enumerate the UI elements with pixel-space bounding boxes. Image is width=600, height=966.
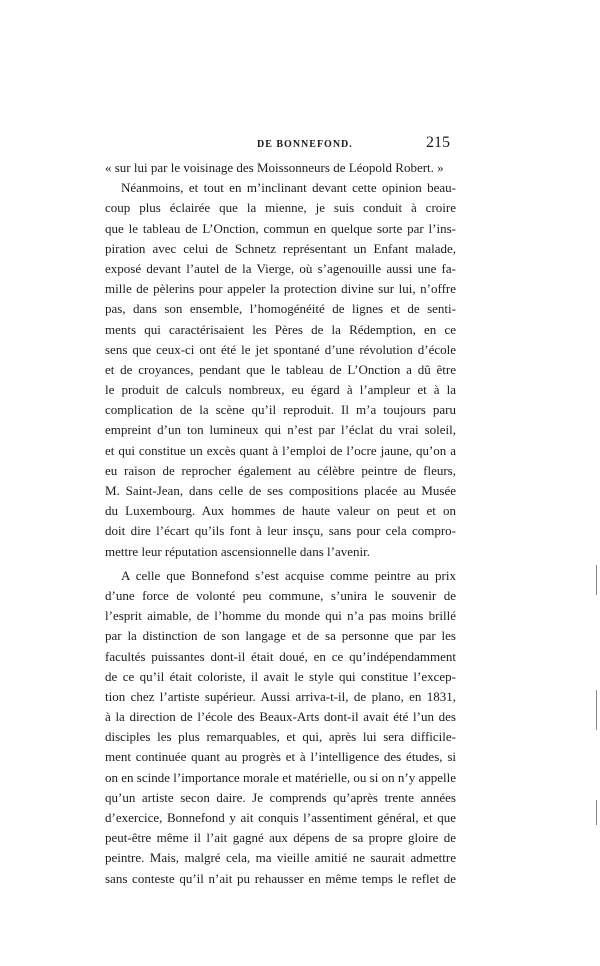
text-line: et de croyances, pendant que le tableau de L’Onction a dû être: [105, 361, 456, 377]
text-line: du Luxembourg. Aux hommes de haute valeur on peut et on: [105, 503, 456, 519]
text-line: peut-être même il l’ait gagné aux dépens de sa propre gloire de: [105, 830, 456, 846]
text-line: coup plus éclairée que la mienne, je suis conduit à croire: [105, 200, 456, 216]
text-line: d’une force de volonté peu commune, s’unira le souvenir de: [105, 587, 456, 603]
text-line: et qui constitue un excès quant à l’emploi de l’ocre jaune, qu’on a: [105, 442, 456, 458]
text-line: d’exercice, Bonnefond y ait conquis l’assentiment général, et que: [105, 810, 456, 825]
text-line: sens que ceux-ci ont été le jet spontané d’une révolution d’école: [105, 341, 456, 357]
text-line: que le tableau de L’Onction, commun en quelque sorte par l’ins-: [105, 220, 456, 236]
body-text: [105, 158, 456, 889]
text-line: de ce qu’il était coloriste, il avait le style qui constitue l’excep-: [105, 668, 456, 684]
text-line: peintre. Mais, malgré cela, ma vieille amitié ne saurait admettre: [105, 850, 456, 866]
text-line: facultés puissantes dont-il était doué, en ce qu’indépendamment: [105, 648, 456, 664]
text-line: par la distinction de son langage et de sa personne que par les: [105, 628, 456, 644]
text-line: Néanmoins, et tout en m’inclinant devant cette opinion beau-: [121, 180, 456, 196]
text-line: sans conteste qu’il n’ait pu rehausser en même temps le reflet de: [105, 870, 456, 886]
text-line: tion chez l’artiste supérieur. Aussi arriva-t-il, de plano, en 1831,: [105, 688, 456, 704]
text-line: mettre leur réputation ascensionnelle dans l’avenir.: [105, 543, 370, 559]
text-line: « sur lui par le voisinage des Moissonneurs de Léopold Robert. »: [105, 160, 444, 175]
text-line: ments qui caractérisaient les Pères de la Rédemption, en ce: [105, 321, 456, 337]
text-line: ment continuée quant au progrès et à l’intelligence des études, si: [105, 749, 456, 765]
text-line: pas, dans son ensemble, l’homogénéité de lignes et de senti-: [105, 301, 456, 317]
page-number: 215: [426, 134, 450, 151]
text-line: on en scinde l’importance morale et matérielle, ou si on n’y appelle: [105, 769, 456, 785]
text-line: doit dire l’écart qu’ils font à leur insçu, sans pour cela compro-: [105, 523, 456, 539]
text-line: disciples les plus remarquables, et qui, après lui sera difficile-: [105, 729, 456, 745]
scan-edge-mark: [596, 800, 597, 825]
text-line: qu’un artiste secon daire. Je comprends qu’après trente années: [105, 789, 456, 805]
scan-edge-mark: [596, 690, 597, 730]
text-line: à la direction de l’école des Beaux-Arts dont-il avait été l’un des: [105, 709, 456, 725]
text-line: complication de la scène qu’il reproduit. Il m’a toujours paru: [105, 402, 456, 418]
scan-edge-mark: [596, 565, 597, 595]
text-line: exposé devant l’autel de la Vierge, où s’agenouille aussi une fa-: [105, 260, 456, 276]
text-line: mille de pèlerins pour appeler la protection divine sur lui, n’offre: [105, 281, 456, 297]
text-line: empreint d’un ton lumineux qui n’est par l’éclat du vrai soleil,: [105, 422, 456, 438]
text-line: M. Saint-Jean, dans celle de ses compositions placée au Musée: [105, 483, 456, 498]
text-line: le produit de calculs nombreux, eu égard à l’ampleur et à la: [105, 382, 456, 398]
text-line: l’esprit aimable, de l’homme du monde qui n’a pas moins brillé: [105, 608, 456, 624]
running-title: DE BONNEFOND.: [257, 139, 353, 150]
text-line: eu raison de reprocher également au célèbre peintre de fleurs,: [105, 462, 456, 478]
text-line: piration avec celui de Schnetz représentant un Enfant malade,: [105, 240, 456, 256]
text-line: A celle que Bonnefond s’est acquise comme peintre au prix: [121, 567, 456, 583]
